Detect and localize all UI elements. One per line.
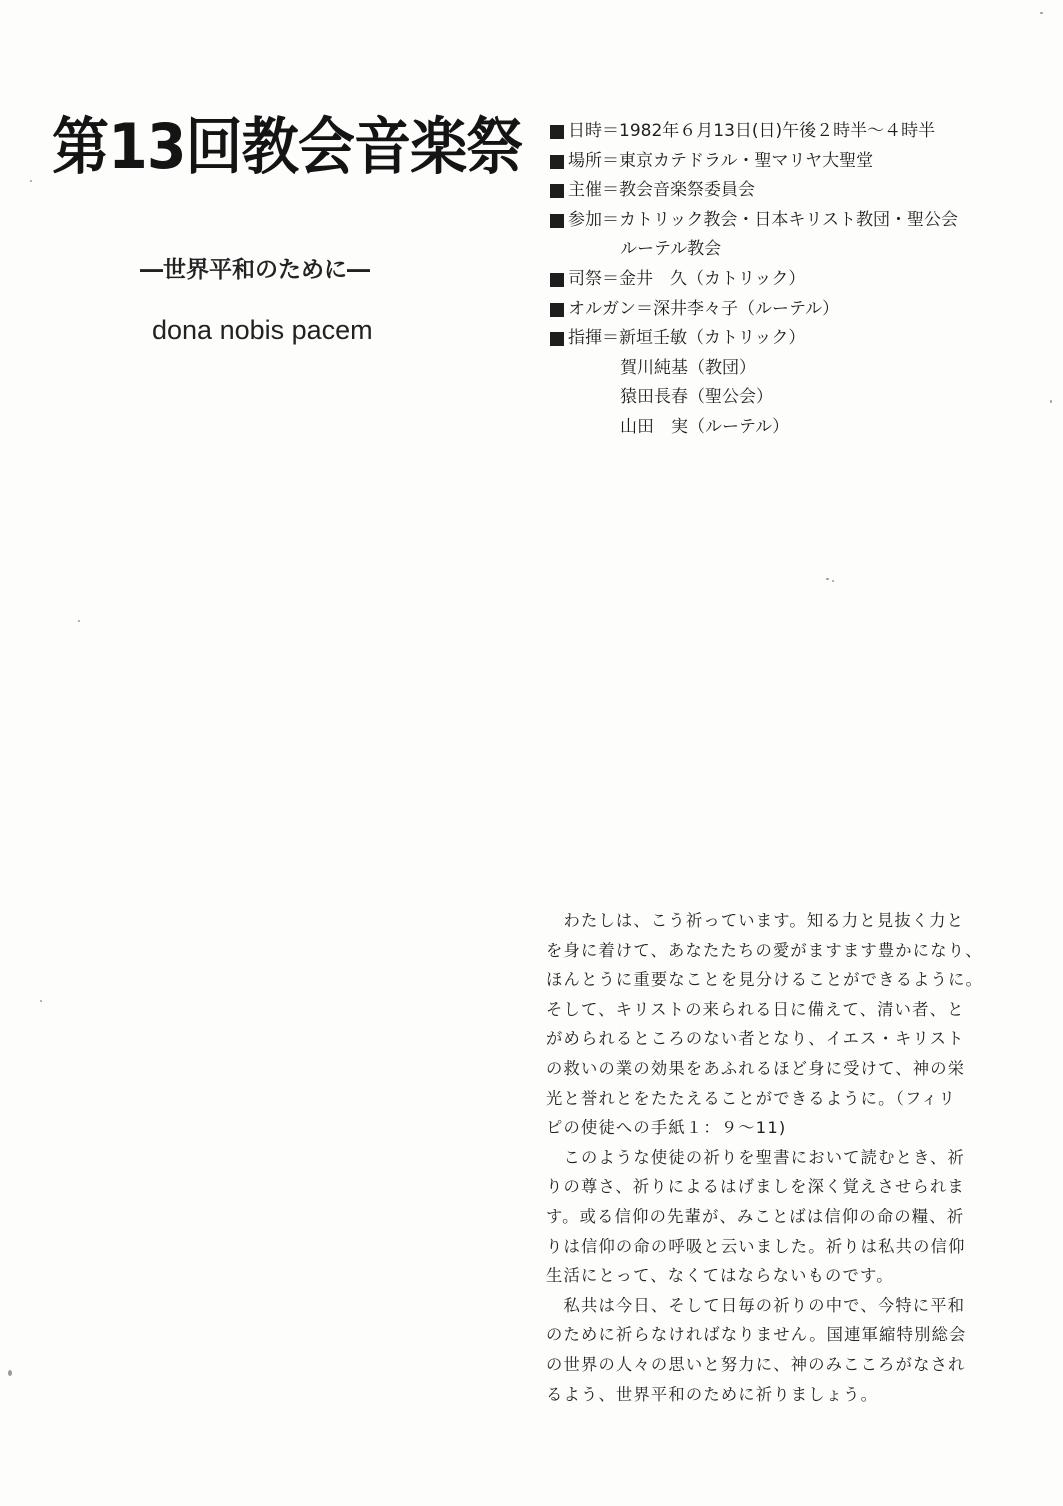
info-row-conductor <box>548 324 1028 354</box>
text-line: 私共は今日、そして日毎の祈りの中で、今特に平和 <box>546 1295 966 1315</box>
info-row-organizer <box>548 176 1028 206</box>
latin-motto: dona nobis pacem <box>152 315 373 345</box>
info-text: 日時＝1982年６月13日(日)午後２時半～４時半 <box>568 121 936 141</box>
scan-speck <box>832 580 834 582</box>
info-text: 指揮＝新垣壬敏（カトリック） <box>568 328 806 349</box>
text-line: す。或る信仰の先輩が、みことばは信仰の命の糧、祈 <box>546 1206 965 1226</box>
info-row-conductor-cont <box>548 383 1028 413</box>
bullet-square-icon <box>550 273 564 287</box>
scan-speck <box>826 578 829 580</box>
event-details <box>548 117 1028 443</box>
info-row-priest <box>548 265 1028 295</box>
info-text: 猿田長春（聖公会） <box>620 387 773 408</box>
text-line: がめられるところのない者となり、イエス・キリスト <box>546 1029 965 1049</box>
concert-subtitle: ―世界平和のために― <box>140 257 370 283</box>
info-text: 主催＝教会音楽祭委員会 <box>568 180 755 201</box>
info-row-organist <box>548 295 1028 325</box>
bullet-square-icon <box>550 303 564 317</box>
bullet-square-icon <box>550 125 564 139</box>
concert-title: 第13回教会音楽祭 <box>52 110 523 183</box>
bullet-square-icon <box>550 332 564 346</box>
text-line: のために祈らなければなりません。国連軍縮特別総会 <box>546 1325 967 1345</box>
info-row-datetime <box>548 117 1028 147</box>
text-line: 光と誉れとをたたえることができるように。（フィリ <box>546 1088 957 1108</box>
scan-speck <box>30 180 32 182</box>
scan-speck <box>40 1000 42 1002</box>
bullet-square-icon <box>550 214 564 228</box>
scan-speck <box>1050 400 1052 403</box>
info-row-participants-cont <box>548 235 1028 265</box>
info-row-participants <box>548 206 1028 236</box>
info-row-venue <box>548 147 1028 177</box>
text-line: そして、キリストの来られる日に備えて、清い者、と <box>546 999 965 1019</box>
info-row-conductor-cont <box>548 413 1028 443</box>
info-text: オルガン＝深井李々子（ルーテル） <box>568 298 840 319</box>
text-line: りの尊さ、祈りによるはげましを深く覚えさせられま <box>546 1177 965 1197</box>
text-line: の救いの業の効果をあふれるほど身に受けて、神の栄 <box>546 1058 966 1078</box>
scan-speck <box>8 1370 12 1376</box>
bullet-square-icon <box>550 184 564 198</box>
text-line: の世界の人々の思いと努力に、神のみこころがなされ <box>546 1354 966 1374</box>
text-line: ほんとうに重要なことを見分けることができるように。 <box>546 970 984 990</box>
info-text: 賀川純基（教団） <box>620 357 756 378</box>
scan-speck <box>78 620 80 622</box>
text-line: わたしは、こう祈っています。知る力と見抜く力と <box>546 911 965 930</box>
text-line: るよう、世界平和のために祈りましょう。 <box>546 1384 879 1404</box>
text-line: を身に着けて、あなたたちの愛がますます豊かになり、 <box>546 940 983 960</box>
text-line: りは信仰の命の呼吸と云いました。祈りは私共の信仰 <box>546 1236 966 1256</box>
bullet-square-icon <box>550 155 564 169</box>
info-text: 山田 実（ルーテル） <box>620 416 790 437</box>
info-text: 参加＝カトリック教会・日本キリスト教団・聖公会 <box>568 209 958 230</box>
prayer-text <box>546 906 984 1409</box>
text-line: 生活にとって、なくてはならないものです。 <box>546 1266 894 1286</box>
info-row-conductor-cont <box>548 354 1028 384</box>
text-line: ピの使徒への手紙１：９～11) <box>546 1118 787 1138</box>
info-text: 場所＝東京カテドラル・聖マリヤ大聖堂 <box>568 150 874 171</box>
info-text: ルーテル教会 <box>620 239 722 260</box>
info-text: 司祭＝金井 久（カトリック） <box>568 268 806 289</box>
scan-speck <box>1040 12 1043 14</box>
text-line: このような使徒の祈りを聖書において読むとき、祈 <box>546 1147 965 1167</box>
